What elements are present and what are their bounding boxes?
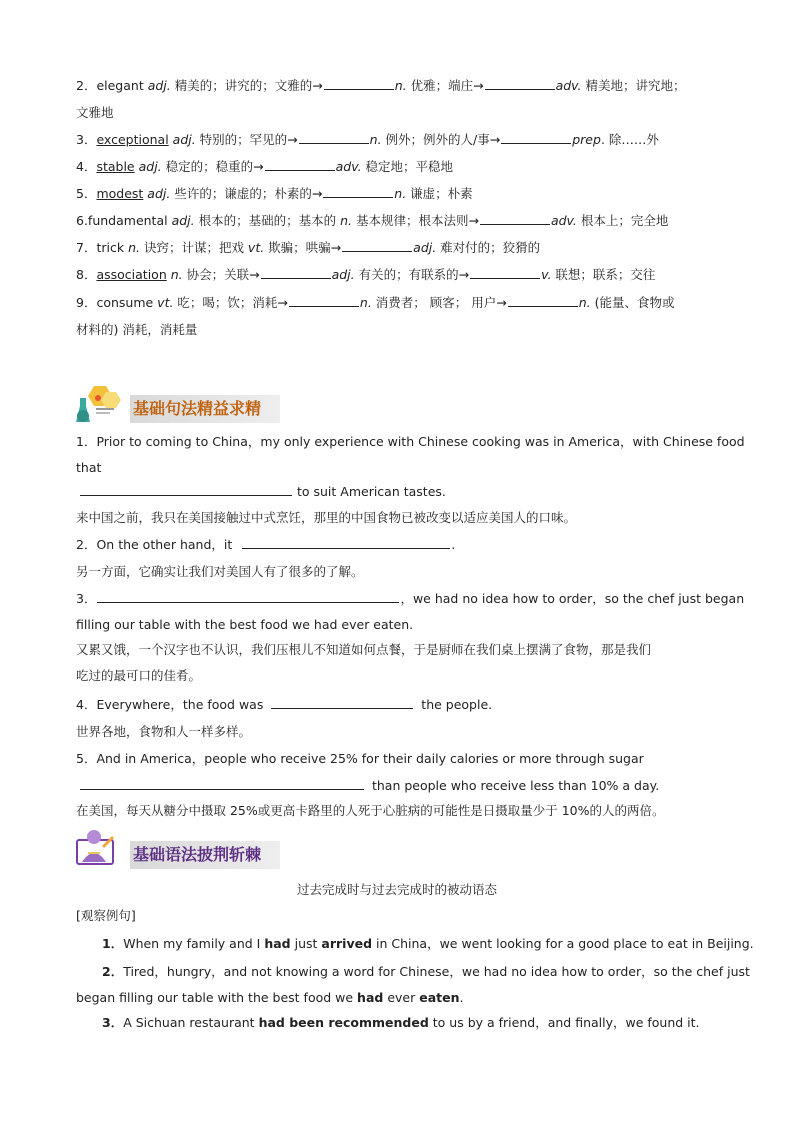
vocab-text: 联想；联系；交往 [551, 267, 656, 282]
sentence-2-translation: 另一方面，它确实让我们对美国人有了很多的了解。 [76, 564, 364, 579]
vocab-text: 吃；喝；饮；消耗→ [173, 295, 288, 310]
sentence-3-translation-b: 吃过的最可口的佳肴。 [76, 668, 202, 683]
pos-label: adj. [331, 267, 355, 282]
answer-blank[interactable] [97, 590, 399, 603]
vocab-text: 精美的；讲究的；文雅的→ [170, 78, 323, 93]
vocab-item-5 [76, 185, 473, 203]
flask-icon [72, 384, 126, 427]
pos-label: n. [578, 295, 591, 310]
answer-blank[interactable] [261, 266, 331, 279]
sentence-text: the people. [417, 697, 493, 712]
vocab-text: 根本的；基础的；基本的 [194, 213, 341, 228]
vocab-text: 文雅地 [76, 105, 114, 120]
answer-blank[interactable] [324, 77, 394, 90]
vocab-text: 稳定地；平稳地 [361, 159, 454, 174]
answer-blank[interactable] [80, 777, 364, 790]
section-title: 基础语法披荆斩棘 [133, 845, 262, 864]
sentence-1-line-a: 1．Prior to coming to China，my only experience with Chinese cooking was in America，with Chinese food [76, 434, 745, 449]
sentence-text: 4．Everywhere，the food was [76, 697, 268, 712]
sentence-3-line-b: filling our table with the best food we had ever eaten. [76, 617, 414, 632]
example-number: 3． [102, 1015, 124, 1030]
sentence-text: than people who receive less than 10% a day. [368, 778, 660, 793]
pos-label: adj. [171, 213, 195, 228]
example-text: . [459, 990, 464, 1005]
vocab-item-9-cont [76, 321, 197, 339]
pos-label: n. [340, 213, 352, 228]
vocab-text: 2．elegant [76, 78, 148, 93]
section-title: 基础句法精益求精 [133, 399, 262, 418]
grammar-subtitle: 过去完成时与过去完成时的被动语态 [296, 882, 497, 897]
vocab-word: stable [96, 159, 135, 174]
vocab-text: 6.fundamental [76, 213, 172, 228]
pos-label: adv. [555, 78, 582, 93]
pos-label: vt. [247, 240, 265, 255]
answer-blank[interactable] [265, 158, 335, 171]
vocab-number: 4． [76, 159, 97, 174]
example-text: When my family and I [123, 936, 265, 951]
answer-blank[interactable] [342, 239, 412, 252]
sentence-5-line-b [76, 777, 659, 795]
vocab-item-2-cont [76, 104, 114, 122]
vocab-text: 稳定的；稳重的→ [161, 159, 264, 174]
example-bold: arrived [321, 936, 373, 951]
vocab-text: 9．consume [76, 295, 158, 310]
pos-label: adj. [147, 78, 171, 93]
example-text: to us by a friend，and finally，we found it. [428, 1015, 700, 1030]
sentence-4-line-a [76, 696, 492, 714]
pos-label: adj. [143, 186, 171, 201]
vocab-item-8 [76, 266, 655, 284]
vocab-number: 8． [76, 267, 97, 282]
vocab-text: 例外；例外的人/事→ [381, 132, 501, 147]
vocab-text: (能量、食物或 [590, 295, 675, 310]
sentence-text: to suit American tastes. [293, 484, 446, 499]
pos-label: adj. [134, 159, 162, 174]
pos-label: n. [394, 78, 407, 93]
example-bold: had [264, 936, 291, 951]
answer-blank[interactable] [470, 266, 540, 279]
answer-blank[interactable] [80, 483, 292, 496]
pos-label: n. [128, 240, 140, 255]
sentence-text: 3． [76, 591, 97, 606]
vocab-text: 优雅；端庄→ [406, 78, 484, 93]
vocab-item-9 [76, 294, 674, 312]
pos-label: prep [572, 132, 601, 147]
vocab-text: 根本上；完全地 [576, 213, 669, 228]
vocab-number: 5． [76, 186, 97, 201]
vocab-text: 谦虚；朴素 [406, 186, 473, 201]
vocab-text: 基本规律；根本法则→ [351, 213, 479, 228]
answer-blank[interactable] [480, 212, 550, 225]
example-bold: had been recommended [258, 1015, 429, 1030]
sentence-1-line-c [76, 483, 446, 501]
answer-blank[interactable] [242, 536, 450, 549]
pos-label: adj. [168, 132, 196, 147]
pos-label: adv. [550, 213, 577, 228]
vocab-text: 消费者； 顾客； 用户→ [371, 295, 507, 310]
pos-label: adv. [335, 159, 362, 174]
example-text: just [290, 936, 322, 951]
example-bold: eaten [419, 990, 460, 1005]
example-2 [102, 963, 750, 981]
vocab-text: 难对付的；狡猾的 [436, 240, 541, 255]
vocab-text: 协会；关联→ [182, 267, 260, 282]
vocab-text: 材料的) 消耗，消耗量 [76, 322, 198, 337]
answer-blank[interactable] [271, 696, 413, 709]
teacher-icon [76, 828, 116, 869]
example-1 [102, 935, 754, 953]
example-bold: had [357, 990, 384, 1005]
vocab-text: 特别的；罕见的→ [195, 132, 298, 147]
answer-blank[interactable] [299, 131, 369, 144]
sentence-3-translation-a: 又累又饿，一个汉字也不认识，我们压根儿不知道如何点餐，于是厨师在我们桌上摆满了食物，那是我们 [76, 642, 652, 657]
sentence-5-line-a: 5．And in America，people who receive 25% for their daily calories or more through sugar [76, 751, 644, 766]
vocab-number: 3． [76, 132, 97, 147]
sentence-text: . [451, 537, 456, 552]
pos-label: adj. [413, 240, 437, 255]
vocab-text: 7．trick [76, 240, 129, 255]
sentence-5-translation: 在美国，每天从糖分中摄取 25%或更高卡路里的人死于心脏病的可能性是日摄取量少于 10%的人的两倍。 [76, 803, 665, 818]
vocab-item-7 [76, 239, 540, 257]
vocab-text: . 除……外 [600, 132, 659, 147]
vocab-word: association [96, 267, 167, 282]
vocab-item-4 [76, 158, 453, 176]
vocab-text: 欺骗；哄骗→ [264, 240, 342, 255]
vocab-word: exceptional [96, 132, 169, 147]
vocab-text: 有关的；有联系的→ [354, 267, 470, 282]
vocab-item-6 [76, 212, 668, 230]
answer-blank[interactable] [289, 294, 359, 307]
observe-label: [观察例句] [76, 908, 136, 923]
example-text: A Sichuan restaurant [123, 1015, 259, 1030]
sentence-2-line-a [76, 536, 455, 554]
vocab-word: modest [96, 186, 144, 201]
pos-label: n. [359, 295, 372, 310]
example-text: began filling our table with the best food we [76, 990, 358, 1005]
vocab-item-2 [76, 77, 686, 95]
sentence-4-translation: 世界各地，食物和人一样多样。 [76, 724, 252, 739]
answer-blank[interactable] [501, 131, 571, 144]
answer-blank[interactable] [323, 185, 393, 198]
sentence-3-line-a [76, 590, 744, 608]
answer-blank[interactable] [485, 77, 555, 90]
example-number: 2． [102, 964, 124, 979]
pos-label: vt. [157, 295, 174, 310]
example-text: in China，we went looking for a good place to eat in Beijing. [372, 936, 754, 951]
vocab-text: 诀窍；计谋；把戏 [139, 240, 248, 255]
sentence-1-translation: 来中国之前，我只在美国接触过中式烹饪，那里的中国食物已被改变以适应美国人的口味。 [76, 510, 577, 525]
example-3 [102, 1014, 700, 1032]
pos-label: n. [394, 186, 407, 201]
vocab-text: 精美地；讲究地； [581, 78, 686, 93]
sentence-text: 2．On the other hand，it [76, 537, 237, 552]
vocab-item-3 [76, 131, 659, 149]
example-text: Tired，hungry，and not knowing a word for Chinese，we had no idea how to order，so the chef just [123, 964, 750, 979]
vocab-text: 些许的；谦虚的；朴素的→ [170, 186, 323, 201]
pos-label: n. [166, 267, 183, 282]
sentence-1-line-b: that [76, 460, 102, 475]
pos-label: v. [541, 267, 552, 282]
example-2-cont [76, 989, 463, 1007]
sentence-text: ，we had no idea how to order，so the chef just began [400, 591, 745, 606]
example-text: ever [383, 990, 420, 1005]
answer-blank[interactable] [508, 294, 578, 307]
pos-label: n. [369, 132, 382, 147]
example-number: 1． [102, 936, 124, 951]
